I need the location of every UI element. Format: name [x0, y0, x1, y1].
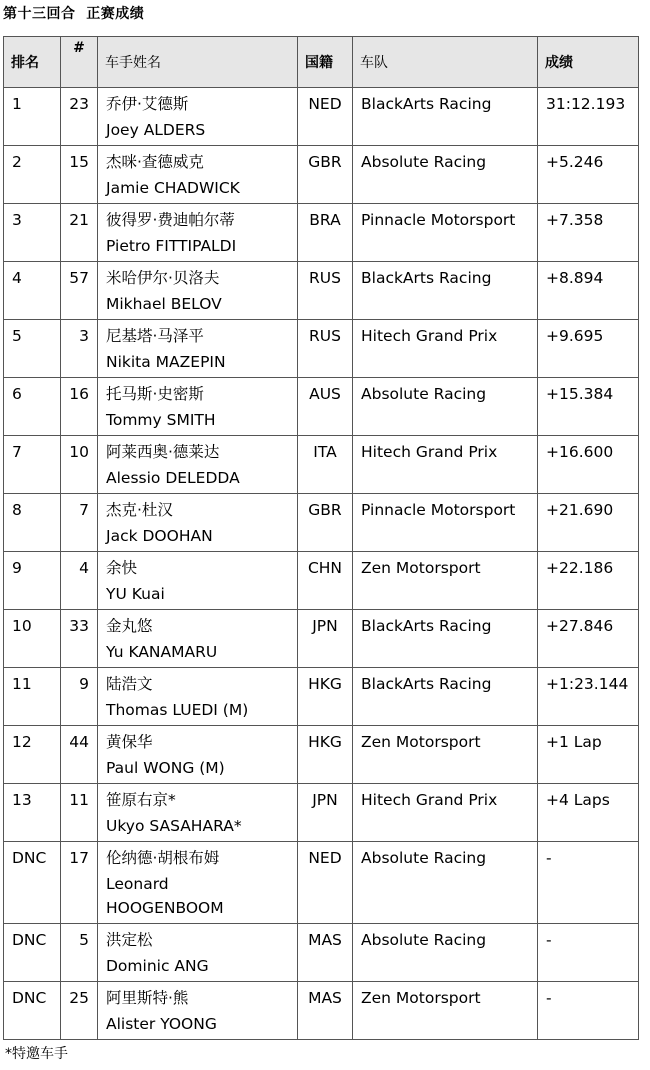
cell-num: 4: [61, 552, 98, 610]
cell-nationality: NED: [298, 842, 353, 924]
table-row: [4, 146, 639, 204]
cell-team: Zen Motorsport: [353, 982, 538, 1040]
cell-result: -: [538, 842, 639, 924]
header-nationality: 国籍: [298, 37, 353, 88]
cell-driver: [98, 610, 298, 668]
table-row: [4, 982, 639, 1040]
cell-pos: 10: [4, 610, 61, 668]
cell-result: +9.695: [538, 320, 639, 378]
cell-pos: 12: [4, 726, 61, 784]
cell-driver: [98, 552, 298, 610]
cell-result: +1:23.144: [538, 668, 639, 726]
cell-driver: [98, 726, 298, 784]
driver-name-en: Yu KANAMARU: [106, 643, 218, 661]
cell-driver: [98, 436, 298, 494]
cell-team: BlackArts Racing: [353, 610, 538, 668]
cell-result: +16.600: [538, 436, 639, 494]
table-row: [4, 842, 639, 924]
driver-name-en: Thomas LUEDI (M): [106, 701, 249, 719]
cell-result: +21.690: [538, 494, 639, 552]
driver-name-cn: 杰克·杜汉: [106, 501, 173, 519]
cell-team: Hitech Grand Prix: [353, 784, 538, 842]
driver-name-en: Joey ALDERS: [106, 121, 206, 139]
cell-team: Hitech Grand Prix: [353, 320, 538, 378]
cell-pos: DNC: [4, 982, 61, 1040]
cell-driver: [98, 842, 298, 924]
cell-num: 3: [61, 320, 98, 378]
cell-driver: [98, 924, 298, 982]
cell-num: 11: [61, 784, 98, 842]
table-row: [4, 494, 639, 552]
cell-nationality: MAS: [298, 982, 353, 1040]
driver-name-cn: 伦纳德·胡根布姆: [106, 849, 220, 867]
cell-pos: 2: [4, 146, 61, 204]
table-row: [4, 924, 639, 982]
cell-nationality: GBR: [298, 146, 353, 204]
cell-num: 25: [61, 982, 98, 1040]
table-row: [4, 436, 639, 494]
cell-nationality: GBR: [298, 494, 353, 552]
cell-nationality: AUS: [298, 378, 353, 436]
cell-driver: [98, 320, 298, 378]
driver-name-en: Tommy SMITH: [106, 411, 216, 429]
cell-team: Zen Motorsport: [353, 726, 538, 784]
cell-team: Absolute Racing: [353, 378, 538, 436]
table-row: [4, 784, 639, 842]
cell-num: 7: [61, 494, 98, 552]
table-header-row: [4, 37, 639, 88]
driver-name-en: Alessio DELEDDA: [106, 469, 240, 487]
driver-name-en: Mikhael BELOV: [106, 295, 222, 313]
table-row: [4, 262, 639, 320]
table-body: [4, 88, 639, 1040]
cell-pos: DNC: [4, 842, 61, 924]
table-row: [4, 378, 639, 436]
cell-num: 57: [61, 262, 98, 320]
cell-pos: 1: [4, 88, 61, 146]
driver-name-en: Leonard HOOGENBOOM: [106, 875, 224, 917]
cell-num: 21: [61, 204, 98, 262]
table-row: [4, 204, 639, 262]
cell-nationality: JPN: [298, 784, 353, 842]
cell-driver: [98, 668, 298, 726]
driver-name-cn: 陆浩文: [106, 675, 153, 693]
cell-nationality: MAS: [298, 924, 353, 982]
cell-result: -: [538, 924, 639, 982]
driver-name-cn: 金丸悠: [106, 617, 153, 635]
cell-num: 44: [61, 726, 98, 784]
cell-pos: 4: [4, 262, 61, 320]
cell-num: 5: [61, 924, 98, 982]
driver-name-cn: 彼得罗·费迪帕尔蒂: [106, 211, 235, 229]
cell-nationality: NED: [298, 88, 353, 146]
driver-name-en: Nikita MAZEPIN: [106, 353, 226, 371]
cell-num: 17: [61, 842, 98, 924]
cell-team: BlackArts Racing: [353, 88, 538, 146]
cell-pos: 8: [4, 494, 61, 552]
driver-name-cn: 余快: [106, 559, 138, 577]
cell-pos: 6: [4, 378, 61, 436]
cell-num: 23: [61, 88, 98, 146]
results-table: [3, 36, 639, 1040]
cell-result: +27.846: [538, 610, 639, 668]
driver-name-cn: 阿里斯特·熊: [106, 989, 189, 1007]
cell-pos: 3: [4, 204, 61, 262]
driver-name-cn: 笹原右京*: [106, 791, 176, 809]
cell-driver: [98, 146, 298, 204]
page-title: 第十三回合 正赛成绩: [3, 6, 145, 22]
driver-name-cn: 米哈伊尔·贝洛夫: [106, 269, 220, 287]
cell-result: +22.186: [538, 552, 639, 610]
header-pos: 排名: [4, 37, 61, 88]
cell-num: 15: [61, 146, 98, 204]
driver-name-cn: 黄保华: [106, 733, 153, 751]
driver-name-en: Ukyo SASAHARA*: [106, 817, 242, 835]
cell-nationality: ITA: [298, 436, 353, 494]
cell-team: Pinnacle Motorsport: [353, 204, 538, 262]
table-row: [4, 320, 639, 378]
cell-nationality: BRA: [298, 204, 353, 262]
cell-pos: 5: [4, 320, 61, 378]
cell-driver: [98, 262, 298, 320]
cell-driver: [98, 784, 298, 842]
driver-name-cn: 杰咪·查德威克: [106, 153, 204, 171]
driver-name-en: Dominic ANG: [106, 957, 209, 975]
cell-result: -: [538, 982, 639, 1040]
cell-nationality: HKG: [298, 668, 353, 726]
cell-result: +8.894: [538, 262, 639, 320]
table-row: [4, 726, 639, 784]
driver-name-en: Jamie CHADWICK: [106, 179, 240, 197]
cell-driver: [98, 982, 298, 1040]
table-row: [4, 610, 639, 668]
cell-team: Absolute Racing: [353, 924, 538, 982]
footnote: *特邀车手: [5, 1046, 68, 1062]
driver-name-en: Pietro FITTIPALDI: [106, 237, 237, 255]
cell-num: 16: [61, 378, 98, 436]
table-row: [4, 668, 639, 726]
cell-team: Hitech Grand Prix: [353, 436, 538, 494]
cell-driver: [98, 204, 298, 262]
cell-pos: 13: [4, 784, 61, 842]
cell-result: 31:12.193: [538, 88, 639, 146]
header-num: #: [61, 37, 98, 88]
driver-name-en: Jack DOOHAN: [106, 527, 213, 545]
cell-team: Absolute Racing: [353, 842, 538, 924]
cell-nationality: RUS: [298, 320, 353, 378]
table-row: [4, 552, 639, 610]
driver-name-cn: 洪定松: [106, 931, 153, 949]
cell-result: +15.384: [538, 378, 639, 436]
cell-team: Pinnacle Motorsport: [353, 494, 538, 552]
cell-result: +4 Laps: [538, 784, 639, 842]
header-result: 成绩: [538, 37, 639, 88]
cell-num: 33: [61, 610, 98, 668]
cell-driver: [98, 88, 298, 146]
header-driver: 车手姓名: [98, 37, 298, 88]
table-row: [4, 88, 639, 146]
driver-name-cn: 阿莱西奥·德莱达: [106, 443, 220, 461]
cell-nationality: JPN: [298, 610, 353, 668]
cell-nationality: CHN: [298, 552, 353, 610]
driver-name-cn: 乔伊·艾德斯: [106, 95, 189, 113]
cell-pos: 11: [4, 668, 61, 726]
cell-pos: DNC: [4, 924, 61, 982]
cell-pos: 7: [4, 436, 61, 494]
driver-name-en: Paul WONG (M): [106, 759, 225, 777]
cell-team: Absolute Racing: [353, 146, 538, 204]
cell-driver: [98, 494, 298, 552]
cell-driver: [98, 378, 298, 436]
cell-num: 9: [61, 668, 98, 726]
cell-result: +5.246: [538, 146, 639, 204]
driver-name-en: Alister YOONG: [106, 1015, 217, 1033]
cell-num: 10: [61, 436, 98, 494]
header-team: 车队: [353, 37, 538, 88]
cell-team: BlackArts Racing: [353, 668, 538, 726]
cell-result: +7.358: [538, 204, 639, 262]
cell-pos: 9: [4, 552, 61, 610]
cell-nationality: HKG: [298, 726, 353, 784]
cell-team: BlackArts Racing: [353, 262, 538, 320]
driver-name-en: YU Kuai: [106, 585, 165, 603]
cell-nationality: RUS: [298, 262, 353, 320]
cell-team: Zen Motorsport: [353, 552, 538, 610]
cell-result: +1 Lap: [538, 726, 639, 784]
driver-name-cn: 托马斯·史密斯: [106, 385, 204, 403]
driver-name-cn: 尼基塔·马泽平: [106, 327, 204, 345]
